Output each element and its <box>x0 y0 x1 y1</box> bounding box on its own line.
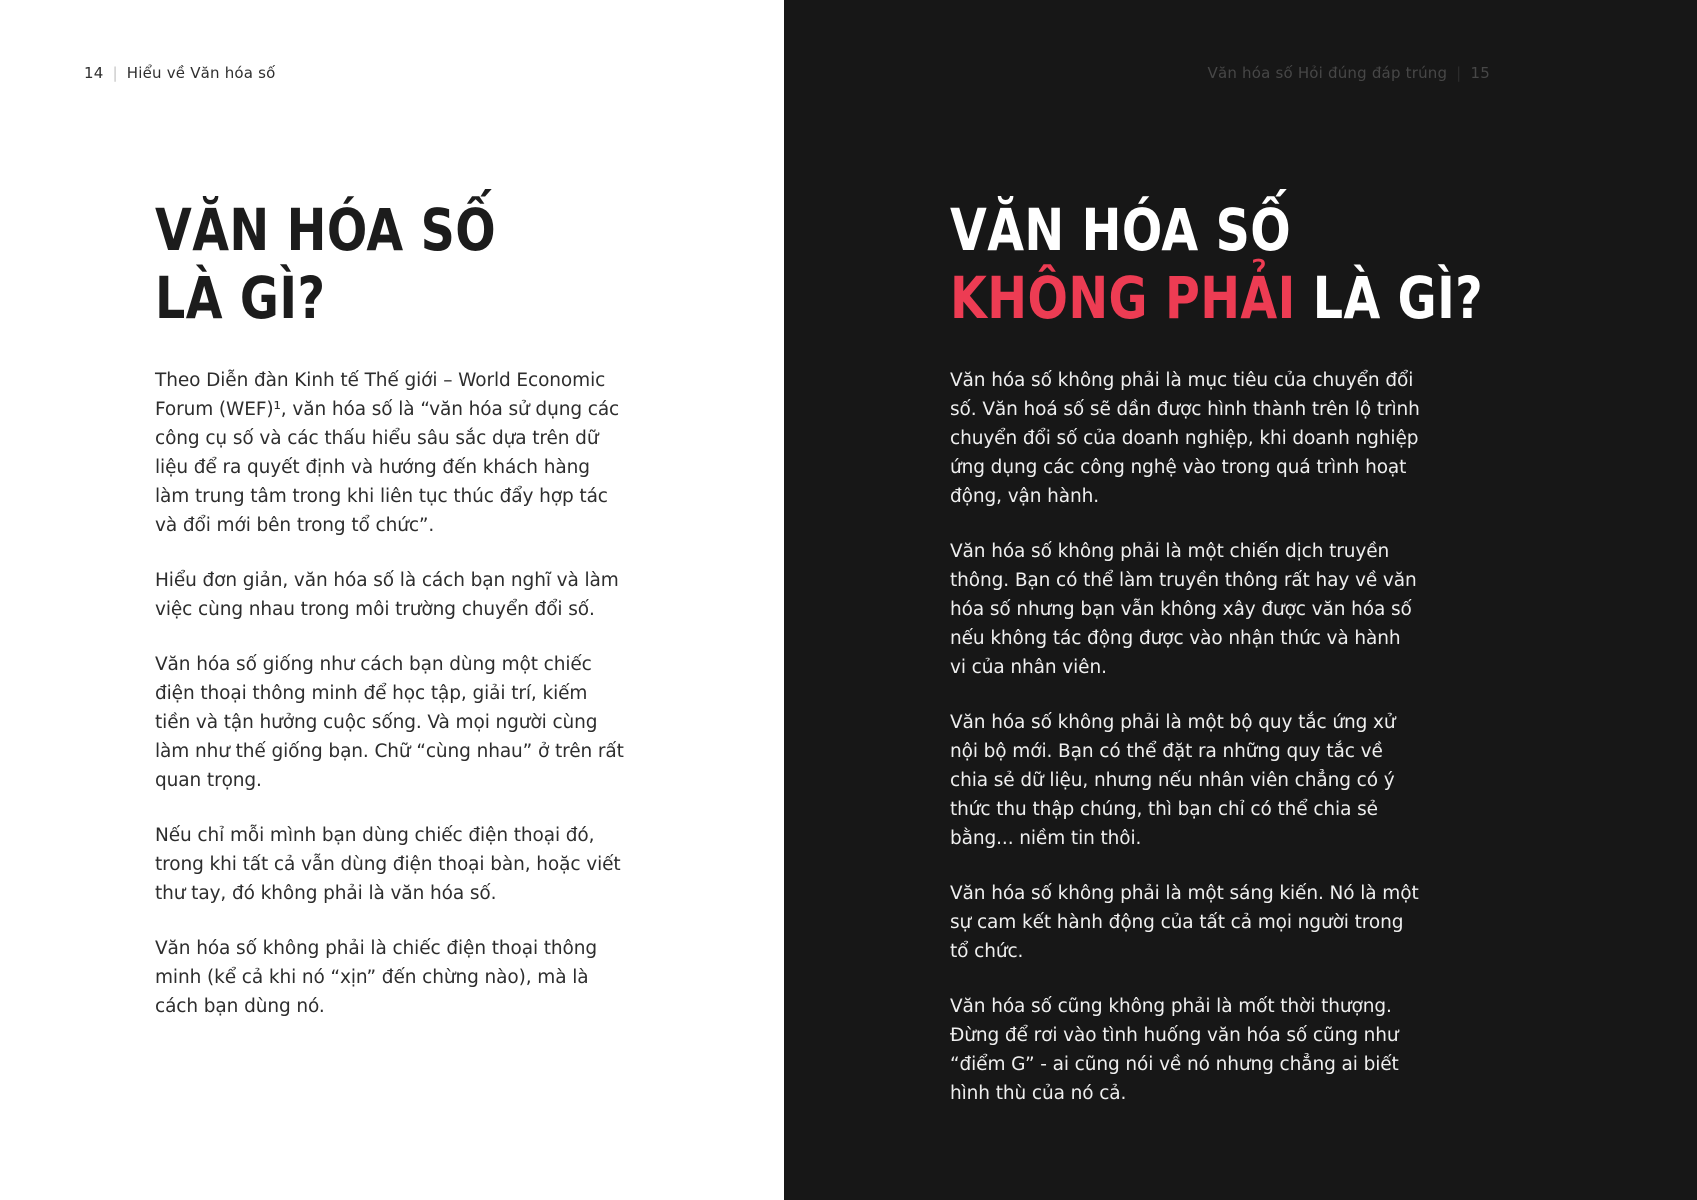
right-page-header <box>1207 64 1490 82</box>
title-line: VĂN HÓA SỐ <box>950 196 1292 264</box>
left-page-header <box>84 64 276 82</box>
paragraph: Nếu chỉ mỗi mình bạn dùng chiếc điện thoại đó, trong khi tất cả vẫn dùng điện thoại bàn, hoặc viết thư tay, đó không phải là văn hóa số. <box>155 825 621 904</box>
left-page <box>0 0 784 1200</box>
right-running-title: Văn hóa số Hỏi đúng đáp trúng <box>1207 64 1448 82</box>
paragraph: Hiểu đơn giản, văn hóa số là cách bạn nghĩ và làm việc cùng nhau trong môi trường chuyển đổi số. <box>155 570 619 620</box>
title-line-rest: LÀ GÌ? <box>1295 264 1484 333</box>
title-line: VĂN HÓA SỐ <box>155 196 497 264</box>
paragraph: Văn hóa số không phải là mục tiêu của chuyển đổi số. Văn hoá số sẽ dần được hình thành trên lộ trình chuyển đổi số của doanh nghiệp, khi doanh nghiệp ứng dụng các công nghệ vào trong quá trình hoạt động, vận hành. <box>950 370 1420 507</box>
header-divider: | <box>1456 64 1462 82</box>
title-line: LÀ GÌ? <box>155 264 326 333</box>
left-page-number: 14 <box>84 64 104 82</box>
right-page-title <box>950 196 1483 333</box>
right-body-text <box>950 366 1422 1134</box>
left-page-title <box>155 196 496 333</box>
left-body-text <box>155 366 627 1047</box>
right-page-number: 15 <box>1470 64 1490 82</box>
left-running-title: Hiểu về Văn hóa số <box>126 64 276 82</box>
header-divider: | <box>112 64 118 82</box>
title-line <box>950 264 1483 332</box>
paragraph: Văn hóa số không phải là một chiến dịch truyền thông. Bạn có thể làm truyền thông rất hay về văn hóa số nhưng bạn vẫn không xây được văn hóa số nếu không tác động được vào nhận thức và hành vi của nhân viên. <box>950 541 1417 678</box>
paragraph: Theo Diễn đàn Kinh tế Thế giới – World Economic Forum (WEF)¹, văn hóa số là “văn hóa sử dụng các công cụ số và các thấu hiểu sâu sắc dựa trên dữ liệu để ra quyết định và hướng đến khách hàng làm trung tâm trong khi liên tục thúc đẩy hợp tác và đổi mới bên trong tổ chức”. <box>155 370 620 536</box>
paragraph: Văn hóa số không phải là một sáng kiến. Nó là một sự cam kết hành động của tất cả mọi người trong tổ chức. <box>950 883 1419 962</box>
paragraph: Văn hóa số không phải là chiếc điện thoại thông minh (kể cả khi nó “xịn” đến chừng nào), mà là cách bạn dùng nó. <box>155 938 598 1017</box>
title-highlight: KHÔNG PHẢI <box>950 264 1296 333</box>
paragraph: Văn hóa số không phải là một bộ quy tắc ứng xử nội bộ mới. Bạn có thể đặt ra những quy tắc về chia sẻ dữ liệu, nhưng nếu nhân viên chẳng có ý thức thu thập chúng, thì bạn chỉ có thể chia sẻ bằng... niềm tin thôi. <box>950 712 1396 849</box>
right-page <box>784 0 1697 1200</box>
paragraph: Văn hóa số giống như cách bạn dùng một chiếc điện thoại thông minh để học tập, giải trí, kiếm tiền và tận hưởng cuộc sống. Và mọi người cùng làm như thế giống bạn. Chữ “cùng nhau” ở trên rất quan trọng. <box>155 654 624 791</box>
paragraph: Văn hóa số cũng không phải là mốt thời thượng. Đừng để rơi vào tình huống văn hóa số cũng như “điểm G” - ai cũng nói về nó nhưng chẳng ai biết hình thù của nó cả. <box>950 996 1399 1104</box>
